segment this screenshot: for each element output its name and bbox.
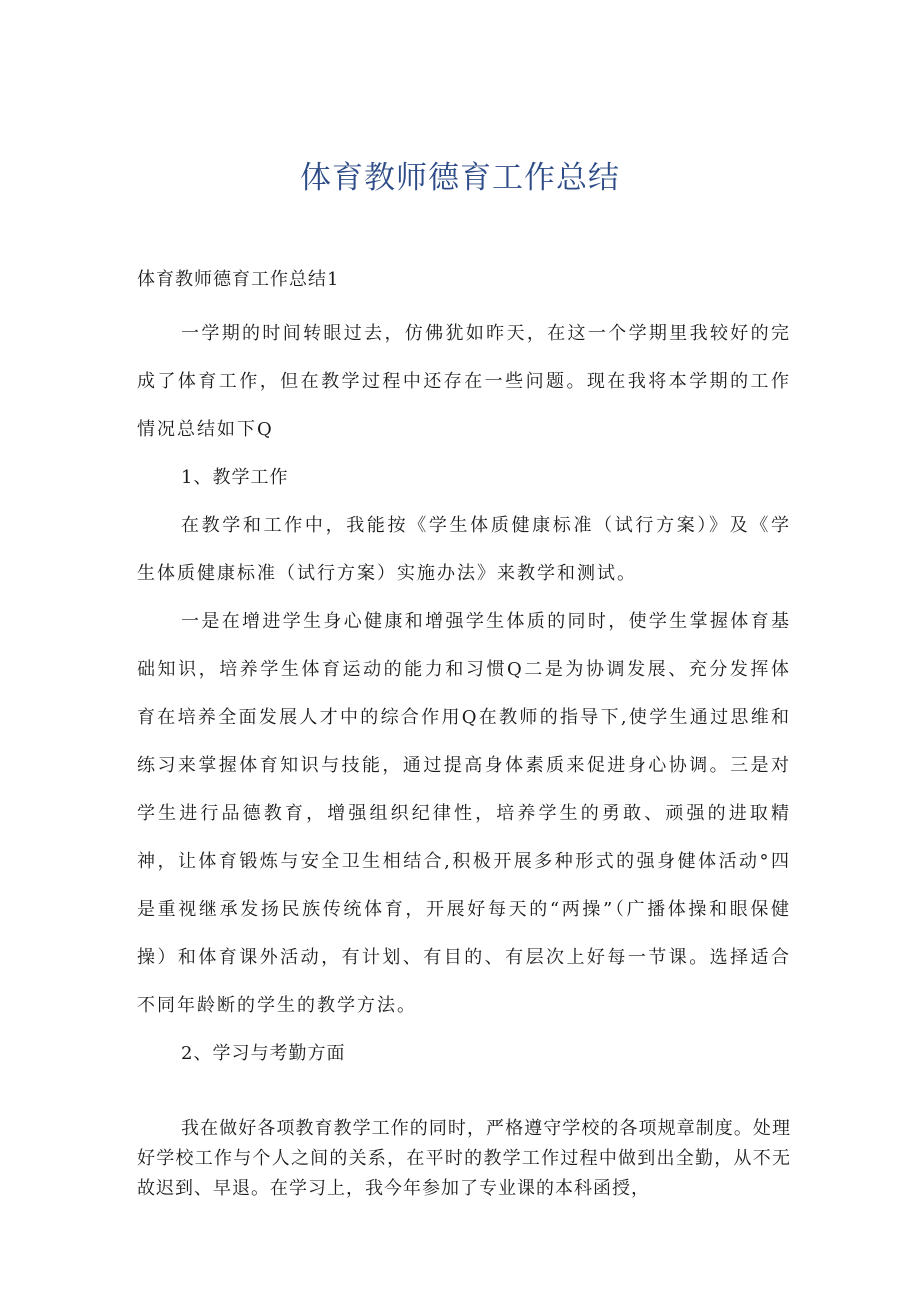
study-paragraph: 我在做好各项教育教学工作的同时，严格遵守学校的各项规章制度。处理好学校工作与个人之间的关系，在平时的教学工作过程中做到出全勤，从不无故迟到、早退。在学习上，我今年参加了专业课的本科函授， bbox=[137, 1118, 791, 1199]
section-subtitle: 体育教师德育工作总结1 bbox=[137, 269, 340, 290]
goals-paragraph: 一是在增进学生身心健康和增强学生体质的同时，使学生掌握体育基础知识，培养学生体育运动的能力和习惯Q二是为协调发展、充分发挥体育在培养全面发展人才中的综合作用Q在教师的指导下,使学生通过思维和练习来掌握体育知识与技能，通过提高身体素质来促进身心协调。三是对学生进行品德教育，增强组织纪律性，培养学生的勇敢、顽强的进取精神，让体育锻炼与安全卫生相结合,积极开展多种形式的强身健体活动°四是重视继承发扬民族传统体育，开展好每天的“两操”（广播体操和眼保健操）和体育课外活动，有计划、有目的、有层次上好每一节课。选择适合不同年龄断的学生的教学方法。 bbox=[137, 611, 791, 1016]
teaching-heading: 1、教学工作 bbox=[181, 467, 289, 488]
intro-paragraph: 一学期的时间转眼过去，仿佛犹如昨天，在这一个学期里我较好的完成了体育工作，但在教学过程中还存在一些问题。现在我将本学期的工作情况总结如下Q bbox=[137, 323, 791, 440]
standard-paragraph: 在教学和工作中，我能按《学生体质健康标准（试行方案）》及《学生体质健康标准（试行方案）实施办法》来教学和测试。 bbox=[137, 515, 791, 584]
study-heading: 2、学习与考勤方面 bbox=[181, 1043, 346, 1064]
document-title: 体育教师德育工作总结 bbox=[300, 160, 620, 196]
